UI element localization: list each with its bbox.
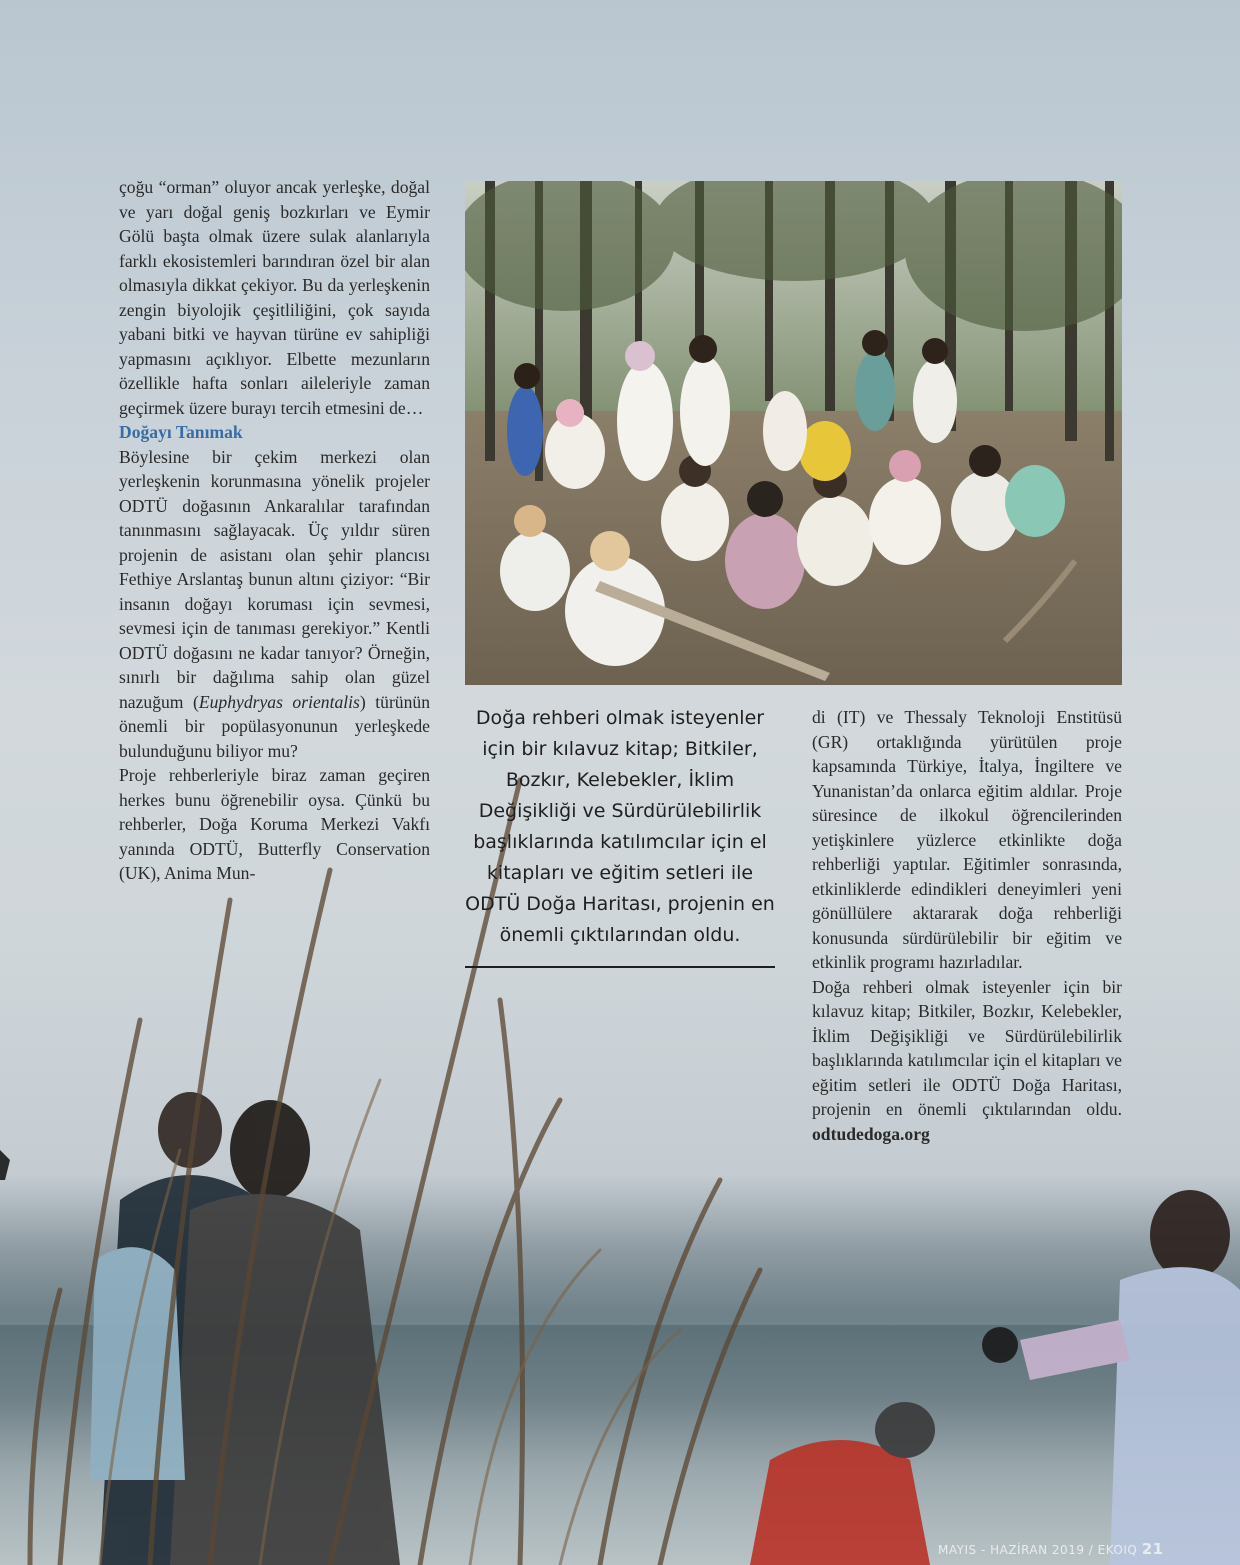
- body-paragraph-3: Proje rehberleriyle biraz zaman geçiren herkes bunu öğrenebilir oysa. Çünkü bu rehberler, Doğa Koruma Merkezi Vakfı yanında ODTÜ, Butterfly Conservation (UK), Anima Mun-: [119, 765, 430, 883]
- right-paragraph-1: di (IT) ve Thessaly Teknoloji Enstitüsü (GR) ortaklığında yürütülen proje kapsamında Türkiye, İtalya, İngiltere ve Yunanistan’da onlarca eğitim aldılar. Proje süresince de ilkokul öğrencilerinden yetişkinlere yüzlerce etkinlikte doğa rehberliği yaptılar. Eğitimler sonrasında, etkinliklerde edindikleri deneyimleri yeni gönüllülere aktararak doğa rehberliği konusunda sürdürülebilir bir eğitim ve etkinlik programı hazırladılar.: [812, 707, 1122, 972]
- species-latin-name: Euphydryas orientalis: [198, 691, 360, 712]
- page-number: 21: [1141, 1540, 1164, 1558]
- pull-quote-rule: [465, 966, 775, 968]
- body-paragraph-2: [119, 445, 430, 764]
- body-paragraph-2-end: ) türünün önemli bir popülasyonunun yerleşkede bulunduğunu biliyor mu?: [119, 691, 430, 761]
- page-footer: [938, 1540, 1198, 1560]
- issue-label: MAYIS - HAZİRAN 2019 / EKOIQ: [938, 1543, 1138, 1557]
- right-paragraph-2-text: Doğa rehberi olmak isteyenler için bir kılavuz kitap; Bitkiler, Bozkır, Kelebekler, İklim Değişikliği ve Sürdürülebilirlik başlıklarında katılımcılar için el kitapları ve eğitim setleri ile ODTÜ Doğa Haritası, projenin en önemli çıktılarından oldu.: [812, 976, 1122, 1119]
- website-link[interactable]: odtudedoga.org: [812, 1123, 930, 1144]
- section-heading: Doğayı Tanımak: [119, 422, 243, 442]
- intro-paragraph: çoğu “orman” oluyor ancak yerleşke, doğal ve yarı doğal geniş bozkırları ve Eymir Gölü başta olmak üzere sulak alanlarıyla farklı ekosistemleri barındıran özel bir alan olmasıyla dikkat çekiyor. Bu da yerleşkenin zengin biyolojik çeşitliliğini, çok sayıda yabani bitki ve hayvan türüne ev sahipliği yapmasını açıklıyor. Elbette mezunların özellikle hafta sonları aileleriyle zaman geçirmek üzere burayı tercih etmesini de…: [119, 177, 430, 418]
- body-paragraph-2-start: Böylesine bir çekim merkezi olan yerleşkenin korunmasına yönelik projeler ODTÜ doğasının Ankaralılar tarafından tanınmasını sağlayacak. Üç yıldır süren projenin de asistanı olan şehir plancısı Fethiye Arslantaş bunun altını çiziyor: “Bir insanın doğayı koruması için sevmesi, sevmesi için de tanıması gerekiyor.” Kentli ODTÜ doğasını ne kadar tanıyor? Örneğin, sınırlı bir dağılıma sahip olan güzel nazuğum (: [119, 446, 430, 712]
- children-in-forest-photo: [465, 181, 1122, 685]
- left-text-column: [119, 175, 430, 886]
- right-paragraph-2: [812, 975, 1122, 1147]
- right-text-column: [812, 705, 1122, 1146]
- pull-quote: Doğa rehberi olmak isteyenler için bir kılavuz kitap; Bitkiler, Bozkır, Kelebekler, İklim Değişikliği ve Sürdürülebilirlik başlıklarında katılımcılar için el kitapları ve eğitim setleri ile ODTÜ Doğa Haritası, projenin en önemli çıktılarından oldu.: [465, 707, 775, 946]
